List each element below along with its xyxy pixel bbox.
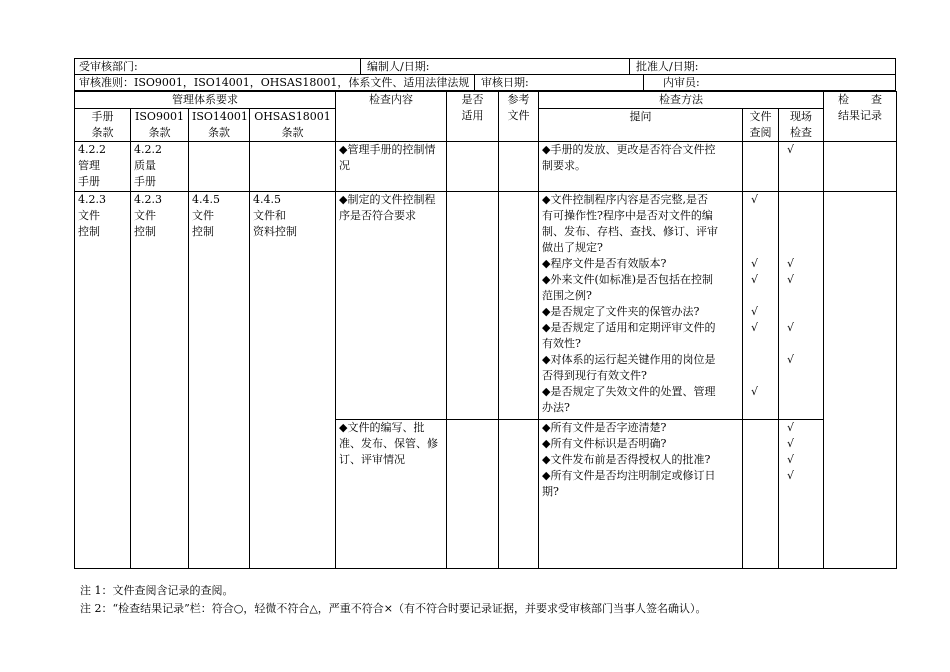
clause-text: 控制 bbox=[192, 225, 214, 238]
check-mark bbox=[751, 208, 775, 224]
approver-label: 批准人/日期: bbox=[636, 60, 699, 73]
question-line: ◆手册的发放、更改是否符合文件控 bbox=[542, 143, 716, 156]
result-header bbox=[824, 92, 897, 142]
result-header-line2: 结果记录 bbox=[838, 109, 882, 122]
ohsas-header bbox=[250, 109, 336, 142]
check-mark bbox=[751, 400, 775, 416]
iso9001-header-line1: ISO9001 bbox=[135, 110, 184, 123]
check-mark: √ bbox=[787, 353, 795, 366]
check-mark bbox=[787, 400, 820, 416]
check-mark bbox=[751, 336, 775, 352]
reference-header-line1: 参考 bbox=[507, 93, 530, 106]
auditor-label: 内审员: bbox=[663, 76, 700, 89]
applicable-header-line2: 适用 bbox=[461, 109, 484, 122]
check-content-text: ◆文件的编写、批准、发布、保管、修订、评审情况 bbox=[339, 421, 438, 466]
check-mark: √ bbox=[787, 421, 795, 434]
content-header: 检查内容 bbox=[336, 92, 447, 142]
question-cell bbox=[539, 142, 743, 192]
applicable-cell bbox=[447, 420, 499, 569]
note-2: 注 2：“检查结果记录”栏：符合○，轻微不符合△，严重不符合×（有不符合时要记录证据，并要求受审核部门当事人签名确认）。 bbox=[80, 602, 707, 615]
applicable-cell bbox=[447, 142, 499, 192]
question-cell bbox=[539, 192, 743, 420]
check-mark bbox=[751, 288, 775, 304]
clause-text: 控制 bbox=[78, 225, 100, 238]
check-mark: √ bbox=[751, 305, 759, 318]
doc-review-cell bbox=[743, 192, 779, 420]
iso9001-header-line2: 条款 bbox=[148, 126, 171, 139]
question-line: ◆对体系的运行起关键作用的岗位是 bbox=[542, 353, 716, 366]
clause-text: 质量 bbox=[134, 159, 156, 172]
clause-number: 4.2.3 bbox=[134, 193, 162, 206]
question-line: 有效性? bbox=[542, 337, 581, 350]
check-mark bbox=[787, 208, 820, 224]
site-check-header-line1: 现场 bbox=[790, 110, 812, 123]
question-line: ◆是否规定了适用和定期评审文件的 bbox=[542, 321, 716, 334]
check-content-cell bbox=[336, 192, 447, 420]
check-mark: √ bbox=[787, 321, 795, 334]
iso14001-header-line1: ISO14001 bbox=[192, 110, 248, 123]
check-mark bbox=[751, 420, 775, 436]
check-mark: √ bbox=[787, 273, 795, 286]
check-content-text: ◆管理手册的控制情况 bbox=[339, 143, 436, 172]
table-row bbox=[75, 192, 897, 420]
header-row-2 bbox=[74, 74, 896, 91]
site-check-header bbox=[779, 109, 824, 142]
site-check-header-line2: 检查 bbox=[790, 126, 812, 139]
check-mark: √ bbox=[751, 273, 759, 286]
check-mark bbox=[787, 368, 820, 384]
dept-label: 受审核部门: bbox=[79, 60, 138, 73]
iso9001-clause-cell bbox=[131, 192, 189, 569]
divider bbox=[643, 75, 644, 90]
check-mark bbox=[751, 352, 775, 368]
question-cell bbox=[539, 420, 743, 569]
checklist-table bbox=[74, 91, 897, 569]
divider bbox=[474, 75, 475, 90]
check-mark: √ bbox=[787, 143, 795, 156]
manual-header-line2: 条款 bbox=[91, 126, 114, 139]
clause-number: 4.2.2 bbox=[134, 143, 162, 156]
check-mark bbox=[787, 384, 820, 400]
iso14001-header-line2: 条款 bbox=[208, 126, 230, 139]
clause-number: 4.4.5 bbox=[253, 193, 281, 206]
criteria-label: 审核准则：ISO9001，ISO14001，OHSAS18001，体系文件、适用法律法规 bbox=[79, 76, 470, 89]
audit-date-label: 审核日期: bbox=[481, 76, 529, 89]
reference-cell bbox=[499, 142, 539, 192]
check-mark: √ bbox=[751, 385, 759, 398]
table-row bbox=[75, 142, 897, 192]
check-mark bbox=[787, 304, 820, 320]
site-check-cell bbox=[779, 420, 824, 569]
iso14001-clause-cell bbox=[189, 192, 250, 569]
check-mark bbox=[751, 224, 775, 240]
clause-text: 控制 bbox=[134, 225, 156, 238]
iso9001-header bbox=[131, 109, 189, 142]
site-check-cell bbox=[779, 192, 824, 420]
question-line: ◆是否规定了文件夹的保管办法? bbox=[542, 305, 700, 318]
question-line: ◆所有文件是否字迹清楚? bbox=[542, 421, 667, 434]
table-header-row-1 bbox=[75, 92, 897, 109]
reference-cell bbox=[499, 420, 539, 569]
result-header-line1: 检 查 bbox=[838, 93, 882, 106]
applicable-header bbox=[447, 92, 499, 142]
question-line: 做出了规定? bbox=[542, 241, 603, 254]
manual-clause-cell bbox=[75, 142, 131, 192]
method-header: 检查方法 bbox=[539, 92, 824, 109]
system-req-header: 管理体系要求 bbox=[75, 92, 336, 109]
question-line: ◆文件发布前是否得授权人的批准? bbox=[542, 453, 711, 466]
question-line: 范围之例? bbox=[542, 289, 592, 302]
result-cell bbox=[824, 142, 897, 192]
result-cell bbox=[824, 192, 897, 569]
applicable-header-line1: 是否 bbox=[461, 93, 484, 106]
doc-review-header bbox=[743, 109, 779, 142]
manual-clause-cell bbox=[75, 192, 131, 569]
doc-review-cell bbox=[743, 420, 779, 569]
question-line: ◆是否规定了失效文件的处置、管理 bbox=[542, 385, 716, 398]
reference-cell bbox=[499, 192, 539, 420]
clause-text: 手册 bbox=[78, 175, 100, 188]
check-mark: √ bbox=[751, 257, 759, 270]
manual-header-line1: 手册 bbox=[91, 110, 114, 123]
iso14001-clause-cell bbox=[189, 142, 250, 192]
site-check-cell bbox=[779, 142, 824, 192]
check-content-text: ◆制定的文件控制程序是否符合要求 bbox=[339, 193, 436, 222]
editor-label: 编制人/日期: bbox=[367, 60, 430, 73]
clause-number: 4.2.2 bbox=[78, 143, 106, 156]
applicable-cell bbox=[447, 192, 499, 420]
check-mark bbox=[787, 288, 820, 304]
check-mark bbox=[787, 336, 820, 352]
iso9001-clause-cell bbox=[131, 142, 189, 192]
check-mark: √ bbox=[751, 193, 759, 206]
ohsas-header-line2: 条款 bbox=[281, 126, 304, 139]
question-line: 否得到现行有效文件? bbox=[542, 369, 647, 382]
reference-header bbox=[499, 92, 539, 142]
clause-text: 手册 bbox=[134, 175, 156, 188]
clause-text: 管理 bbox=[78, 159, 100, 172]
manual-header bbox=[75, 109, 131, 142]
question-line: ◆外来文件(如标准)是否包括在控制 bbox=[542, 273, 714, 286]
doc-review-header-line2: 查阅 bbox=[749, 126, 772, 139]
question-header: 提问 bbox=[539, 109, 743, 142]
check-content-cell bbox=[336, 142, 447, 192]
check-mark: √ bbox=[787, 469, 795, 482]
ohsas-clause-cell bbox=[250, 192, 336, 569]
check-mark bbox=[751, 368, 775, 384]
doc-review-cell bbox=[743, 142, 779, 192]
divider bbox=[629, 59, 630, 74]
clause-number: 4.2.3 bbox=[78, 193, 106, 206]
note-1: 注 1：文件查阅含记录的查阅。 bbox=[80, 584, 234, 597]
question-line: ◆所有文件是否均注明制定或修订日 bbox=[542, 469, 716, 482]
question-line: 制要求。 bbox=[542, 159, 586, 172]
header-row-1 bbox=[74, 58, 896, 75]
check-mark bbox=[751, 240, 775, 256]
doc-review-header-line1: 文件 bbox=[749, 110, 772, 123]
reference-header-line2: 文件 bbox=[507, 109, 530, 122]
check-mark bbox=[787, 224, 820, 240]
question-line: 期? bbox=[542, 485, 559, 498]
check-mark: √ bbox=[787, 257, 795, 270]
clause-text: 文件 bbox=[192, 209, 214, 222]
check-content-cell bbox=[336, 420, 447, 569]
check-mark bbox=[787, 240, 820, 256]
clause-text: 资料控制 bbox=[253, 225, 297, 238]
question-line: ◆程序文件是否有效版本? bbox=[542, 257, 667, 270]
question-line: 有可操作性?程序中是否对文件的编 bbox=[542, 209, 713, 222]
question-line: 办法? bbox=[542, 401, 570, 414]
clause-text: 文件 bbox=[78, 209, 100, 222]
question-line: ◆所有文件标识是否明确? bbox=[542, 437, 667, 450]
check-mark: √ bbox=[787, 437, 795, 450]
ohsas-header-line1: OHSAS18001 bbox=[254, 110, 331, 123]
clause-text: 文件 bbox=[134, 209, 156, 222]
check-mark: √ bbox=[787, 453, 795, 466]
iso14001-header bbox=[189, 109, 250, 142]
check-mark bbox=[787, 192, 820, 208]
ohsas-clause-cell bbox=[250, 142, 336, 192]
clause-text: 文件和 bbox=[253, 209, 286, 222]
clause-number: 4.4.5 bbox=[192, 193, 220, 206]
check-mark: √ bbox=[751, 321, 759, 334]
divider bbox=[360, 59, 361, 74]
question-line: ◆文件控制程序内容是否完整,是否 bbox=[542, 193, 708, 206]
question-line: 制、发布、存档、查找、修订、评审 bbox=[542, 225, 718, 238]
